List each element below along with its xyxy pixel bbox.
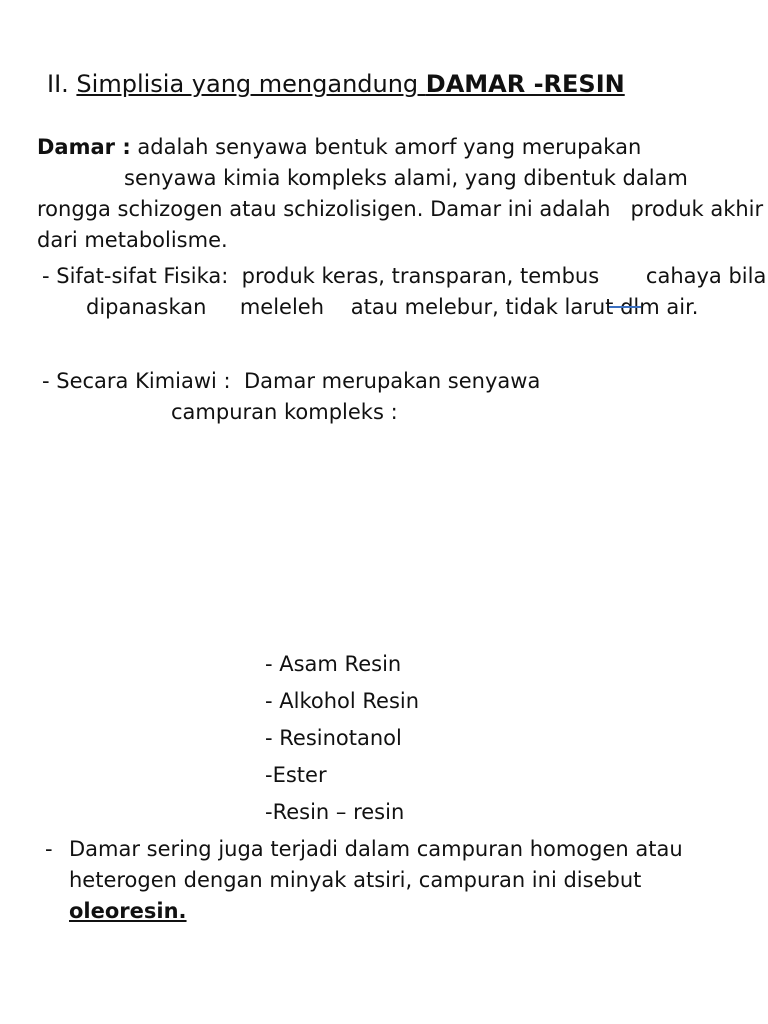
definition-term: Damar : xyxy=(37,135,131,159)
oleoresin-dash: - xyxy=(45,837,53,861)
definition-line-2: senyawa kimia kompleks alami, yang dibentuk dalam xyxy=(124,166,688,190)
component-item: - Alkohol Resin xyxy=(265,689,420,713)
slide-title xyxy=(47,70,625,98)
oleoresin-line-2: heterogen dengan minyak atsiri, campuran ini disebut xyxy=(69,868,642,892)
physical-line-1: - Sifat-sifat Fisika: produk keras, transparan, tembus cahaya bila xyxy=(42,264,767,288)
physical-line-2: dipanaskan meleleh atau melebur, tidak larut dlm air. xyxy=(86,295,699,319)
chemical-line-1: - Secara Kimiawi : Damar merupakan senyawa xyxy=(42,369,541,393)
annotation-strike xyxy=(609,306,641,308)
title-bold: DAMAR -RESIN xyxy=(425,70,625,98)
oleoresin-term: oleoresin. xyxy=(69,899,187,923)
component-item: - Asam Resin xyxy=(265,652,402,676)
title-underlined: Simplisia yang mengandung xyxy=(76,70,426,98)
chemical-line-2: campuran kompleks : xyxy=(171,400,398,424)
component-item: - Resinotanol xyxy=(265,726,402,750)
oleoresin-line-1: Damar sering juga terjadi dalam campuran homogen atau xyxy=(69,837,683,861)
definition-line-3: rongga schizogen atau schizolisigen. Damar ini adalah produk akhir xyxy=(37,197,764,221)
definition-text-1: adalah senyawa bentuk amorf yang merupakan xyxy=(130,135,642,159)
title-prefix: II. xyxy=(47,70,77,98)
component-item: -Resin – resin xyxy=(265,800,405,824)
definition-line-1 xyxy=(37,136,641,159)
definition-line-4: dari metabolisme. xyxy=(37,228,228,252)
component-item: -Ester xyxy=(265,763,327,787)
